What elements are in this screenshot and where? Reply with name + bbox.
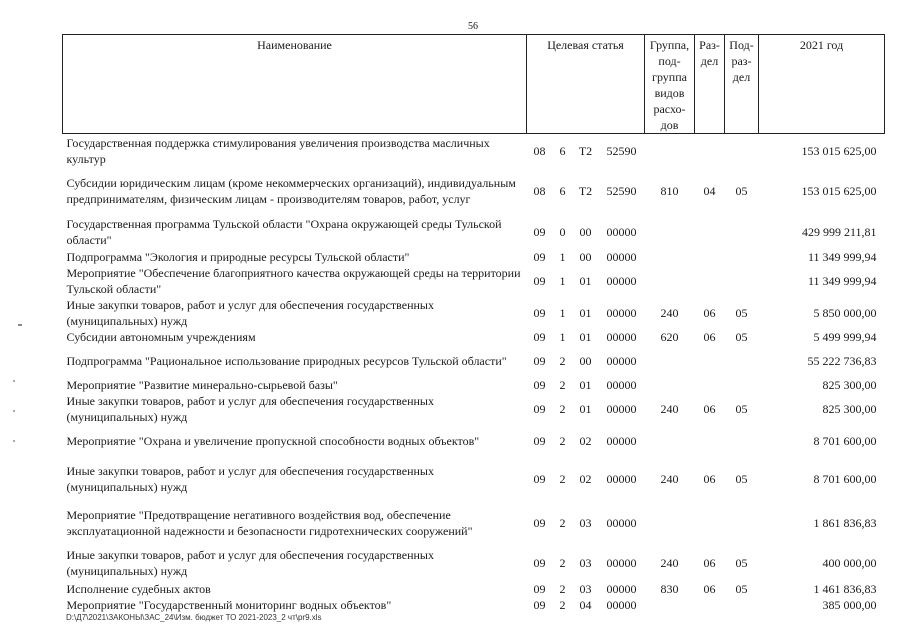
amount-2021: 825 300,00 xyxy=(822,401,877,416)
table-row xyxy=(63,265,885,297)
subsection-code xyxy=(725,597,759,613)
row-name: Иные закупки товаров, работ и услуг для обеспечения государственных (муниципальных) нужд xyxy=(66,393,434,424)
target-code-4: 00000 xyxy=(606,471,637,486)
expense-group-code xyxy=(645,134,695,168)
amount-2021: 1 461 836,83 xyxy=(813,581,877,596)
target-code-3: Т2 xyxy=(578,143,593,158)
section-code xyxy=(695,501,725,545)
subsection-code xyxy=(725,377,759,393)
subsection-code: 05 xyxy=(735,329,748,344)
target-code-2: 1 xyxy=(559,273,566,288)
header-expense-group: Группа, под- группа видов расхо- дов xyxy=(645,35,695,134)
expense-group-code xyxy=(645,215,695,249)
target-code-4: 00000 xyxy=(606,597,637,612)
target-code-4: 52590 xyxy=(606,184,637,198)
amount-2021: 11 349 999,94 xyxy=(807,273,877,288)
subsection-code xyxy=(725,265,759,297)
target-code-4: 00000 xyxy=(606,555,637,570)
section-code xyxy=(695,377,725,393)
table-row xyxy=(63,581,885,597)
target-code-2: 2 xyxy=(559,471,566,486)
target-code-4: 00000 xyxy=(606,515,637,530)
row-name: Иные закупки товаров, работ и услуг для обеспечения государственных (муниципальных) нужд xyxy=(66,463,434,494)
target-code-2: 1 xyxy=(559,305,566,320)
target-code-2: 2 xyxy=(559,581,566,596)
expense-group-code xyxy=(645,597,695,613)
target-code-1: 09 xyxy=(533,329,546,344)
row-name: Мероприятие "Предотвращение негативного воздействия вод, обеспечение эксплуатационной надежности и безопасности гидротехнических сооружений" xyxy=(66,507,473,538)
header-name: Наименование xyxy=(63,35,527,134)
target-code-4: 00000 xyxy=(606,401,637,416)
row-name: Иные закупки товаров, работ и услуг для обеспечения государственных (муниципальных) нужд xyxy=(66,297,434,328)
target-code-3: 04 xyxy=(579,597,592,612)
table-header-row xyxy=(63,35,885,134)
target-code-1: 09 xyxy=(533,515,546,530)
expense-group-code xyxy=(645,345,695,377)
expense-group-code: 240 xyxy=(660,555,679,570)
amount-2021: 400 000,00 xyxy=(822,555,877,570)
target-code-3: Т2 xyxy=(578,184,593,198)
target-code-3: 00 xyxy=(579,353,592,368)
subsection-code xyxy=(725,345,759,377)
table-row xyxy=(63,249,885,265)
target-code-2: 2 xyxy=(559,377,566,392)
subsection-code: 05 xyxy=(735,184,748,198)
target-code-1: 09 xyxy=(533,471,546,486)
expense-group-code: 620 xyxy=(660,329,679,344)
target-code-2: 2 xyxy=(559,433,566,448)
target-code-2: 0 xyxy=(559,224,566,239)
amount-2021: 385 000,00 xyxy=(822,597,877,612)
table-row xyxy=(63,425,885,457)
target-code-2: 2 xyxy=(559,353,566,368)
section-code xyxy=(695,249,725,265)
target-code-1: 09 xyxy=(533,273,546,288)
table-row xyxy=(63,501,885,545)
target-code-3: 00 xyxy=(579,249,592,264)
target-code-1: 09 xyxy=(533,555,546,570)
margin-dot xyxy=(13,380,15,382)
target-code-4: 00000 xyxy=(606,433,637,448)
expense-group-code xyxy=(645,501,695,545)
subsection-code: 05 xyxy=(735,581,748,596)
table-row xyxy=(63,597,885,613)
target-code-3: 03 xyxy=(579,581,592,596)
amount-2021: 55 222 736,83 xyxy=(807,353,877,368)
header-section: Раз- дел xyxy=(695,35,725,134)
page-number: 56 xyxy=(468,21,478,32)
target-code-2: 2 xyxy=(559,597,566,612)
section-code: 06 xyxy=(703,581,716,596)
budget-table xyxy=(62,34,885,613)
row-name: Исполнение судебных актов xyxy=(66,581,211,596)
target-code-1: 09 xyxy=(533,249,546,264)
section-code: 06 xyxy=(703,305,716,320)
target-code-3: 02 xyxy=(579,471,592,486)
row-name: Подпрограмма "Рациональное использование природных ресурсов Тульской области" xyxy=(66,353,507,368)
section-code: 06 xyxy=(703,329,716,344)
target-code-2: 2 xyxy=(559,515,566,530)
section-code xyxy=(695,265,725,297)
target-code-2: 2 xyxy=(559,555,566,570)
target-code-3: 03 xyxy=(579,515,592,530)
section-code: 04 xyxy=(703,184,716,198)
row-name: Мероприятие "Развитие минерально-сырьевой базы" xyxy=(66,377,338,392)
target-code-1: 09 xyxy=(533,377,546,392)
target-code-2: 1 xyxy=(559,329,566,344)
target-code-4: 00000 xyxy=(606,329,637,344)
expense-group-code: 810 xyxy=(660,184,679,198)
row-name: Субсидии автономным учреждениям xyxy=(66,329,256,344)
header-subsection: Под- раз- дел xyxy=(725,35,759,134)
amount-2021: 5 499 999,94 xyxy=(813,329,877,344)
margin-mark xyxy=(18,324,22,326)
subsection-code: 05 xyxy=(735,401,748,416)
target-code-4: 00000 xyxy=(606,305,637,320)
target-code-1: 09 xyxy=(533,433,546,448)
expense-group-code xyxy=(645,377,695,393)
amount-2021: 429 999 211,81 xyxy=(801,224,877,239)
target-code-1: 09 xyxy=(533,581,546,596)
subsection-code: 05 xyxy=(735,471,748,486)
section-code: 06 xyxy=(703,401,716,416)
subsection-code xyxy=(725,249,759,265)
expense-group-code xyxy=(645,265,695,297)
subsection-code: 05 xyxy=(735,305,748,320)
margin-dot xyxy=(13,440,15,442)
section-code xyxy=(695,597,725,613)
section-code xyxy=(695,134,725,168)
table-row xyxy=(63,134,885,168)
amount-2021: 153 015 625,00 xyxy=(801,184,877,198)
amount-2021: 11 349 999,94 xyxy=(807,249,877,264)
target-code-1: 08 xyxy=(533,184,546,198)
expense-group-code: 240 xyxy=(660,305,679,320)
target-code-3: 01 xyxy=(579,401,592,416)
section-code xyxy=(695,425,725,457)
section-code xyxy=(695,345,725,377)
amount-2021: 1 861 836,83 xyxy=(813,515,877,530)
row-name: Мероприятие "Обеспечение благоприятного качества окружающей среды на территории Тульской области" xyxy=(66,265,521,296)
expense-group-code: 240 xyxy=(660,401,679,416)
target-code-1: 08 xyxy=(533,143,546,158)
target-code-3: 01 xyxy=(579,305,592,320)
target-code-3: 03 xyxy=(579,555,592,570)
target-code-4: 00000 xyxy=(606,377,637,392)
amount-2021: 825 300,00 xyxy=(822,377,877,392)
margin-dot xyxy=(13,410,15,412)
header-year: 2021 год xyxy=(759,35,885,134)
row-name: Субсидии юридическим лицам (кроме некоммерческих организаций), индивидуальным предпринимателям, физическим лицам - производителям товаров, работ, услуг xyxy=(66,176,516,206)
row-name: Мероприятие "Государственный мониторинг водных объектов" xyxy=(66,597,392,612)
section-code: 06 xyxy=(703,471,716,486)
expense-group-code xyxy=(645,249,695,265)
table-row xyxy=(63,329,885,345)
target-code-2: 1 xyxy=(559,249,566,264)
section-code xyxy=(695,215,725,249)
table-row xyxy=(63,393,885,425)
subsection-code: 05 xyxy=(735,555,748,570)
subsection-code xyxy=(725,501,759,545)
target-code-3: 02 xyxy=(579,433,592,448)
table-row xyxy=(63,545,885,581)
target-code-4: 52590 xyxy=(606,143,637,158)
target-code-1: 09 xyxy=(533,401,546,416)
table-row xyxy=(63,215,885,249)
amount-2021: 8 701 600,00 xyxy=(813,471,877,486)
table-row xyxy=(63,168,885,215)
table-row xyxy=(63,457,885,501)
target-code-1: 09 xyxy=(533,597,546,612)
target-code-1: 09 xyxy=(533,224,546,239)
expense-group-code: 830 xyxy=(660,581,679,596)
target-code-4: 00000 xyxy=(606,273,637,288)
row-name: Подпрограмма "Экология и природные ресурсы Тульской области" xyxy=(66,249,410,264)
subsection-code xyxy=(725,134,759,168)
target-code-4: 00000 xyxy=(606,249,637,264)
row-name: Государственная программа Тульской области "Охрана окружающей среды Тульской области" xyxy=(66,216,502,247)
amount-2021: 8 701 600,00 xyxy=(813,433,877,448)
target-code-1: 09 xyxy=(533,305,546,320)
target-code-4: 00000 xyxy=(606,581,637,596)
expense-group-code: 240 xyxy=(660,471,679,486)
subsection-code xyxy=(725,425,759,457)
target-code-3: 01 xyxy=(579,273,592,288)
target-code-3: 01 xyxy=(579,329,592,344)
target-code-1: 09 xyxy=(533,353,546,368)
table-row xyxy=(63,377,885,393)
row-name: Государственная поддержка стимулирования увеличения производства масличных культур xyxy=(66,135,490,166)
target-code-4: 00000 xyxy=(606,353,637,368)
target-code-3: 01 xyxy=(579,377,592,392)
subsection-code xyxy=(725,215,759,249)
amount-2021: 153 015 625,00 xyxy=(801,143,877,158)
target-code-3: 00 xyxy=(579,224,592,239)
table-row xyxy=(63,345,885,377)
header-target-article: Целевая статья xyxy=(527,35,645,134)
target-code-2: 6 xyxy=(559,143,566,158)
expense-group-code xyxy=(645,425,695,457)
footer-file-path: D:\Д7\2021\ЗАКОНЫ\ЗАС_24\Изм. бюджет ТО 2021-2023_2 чт\pr9.xls xyxy=(66,613,322,622)
target-code-4: 00000 xyxy=(606,224,637,239)
section-code: 06 xyxy=(703,555,716,570)
table-row xyxy=(63,297,885,329)
target-code-2: 6 xyxy=(559,184,566,198)
target-code-2: 2 xyxy=(559,401,566,416)
amount-2021: 5 850 000,00 xyxy=(813,305,877,320)
row-name: Иные закупки товаров, работ и услуг для обеспечения государственных (муниципальных) нужд xyxy=(66,547,434,578)
row-name: Мероприятие "Охрана и увеличение пропускной способности водных объектов" xyxy=(66,433,480,448)
